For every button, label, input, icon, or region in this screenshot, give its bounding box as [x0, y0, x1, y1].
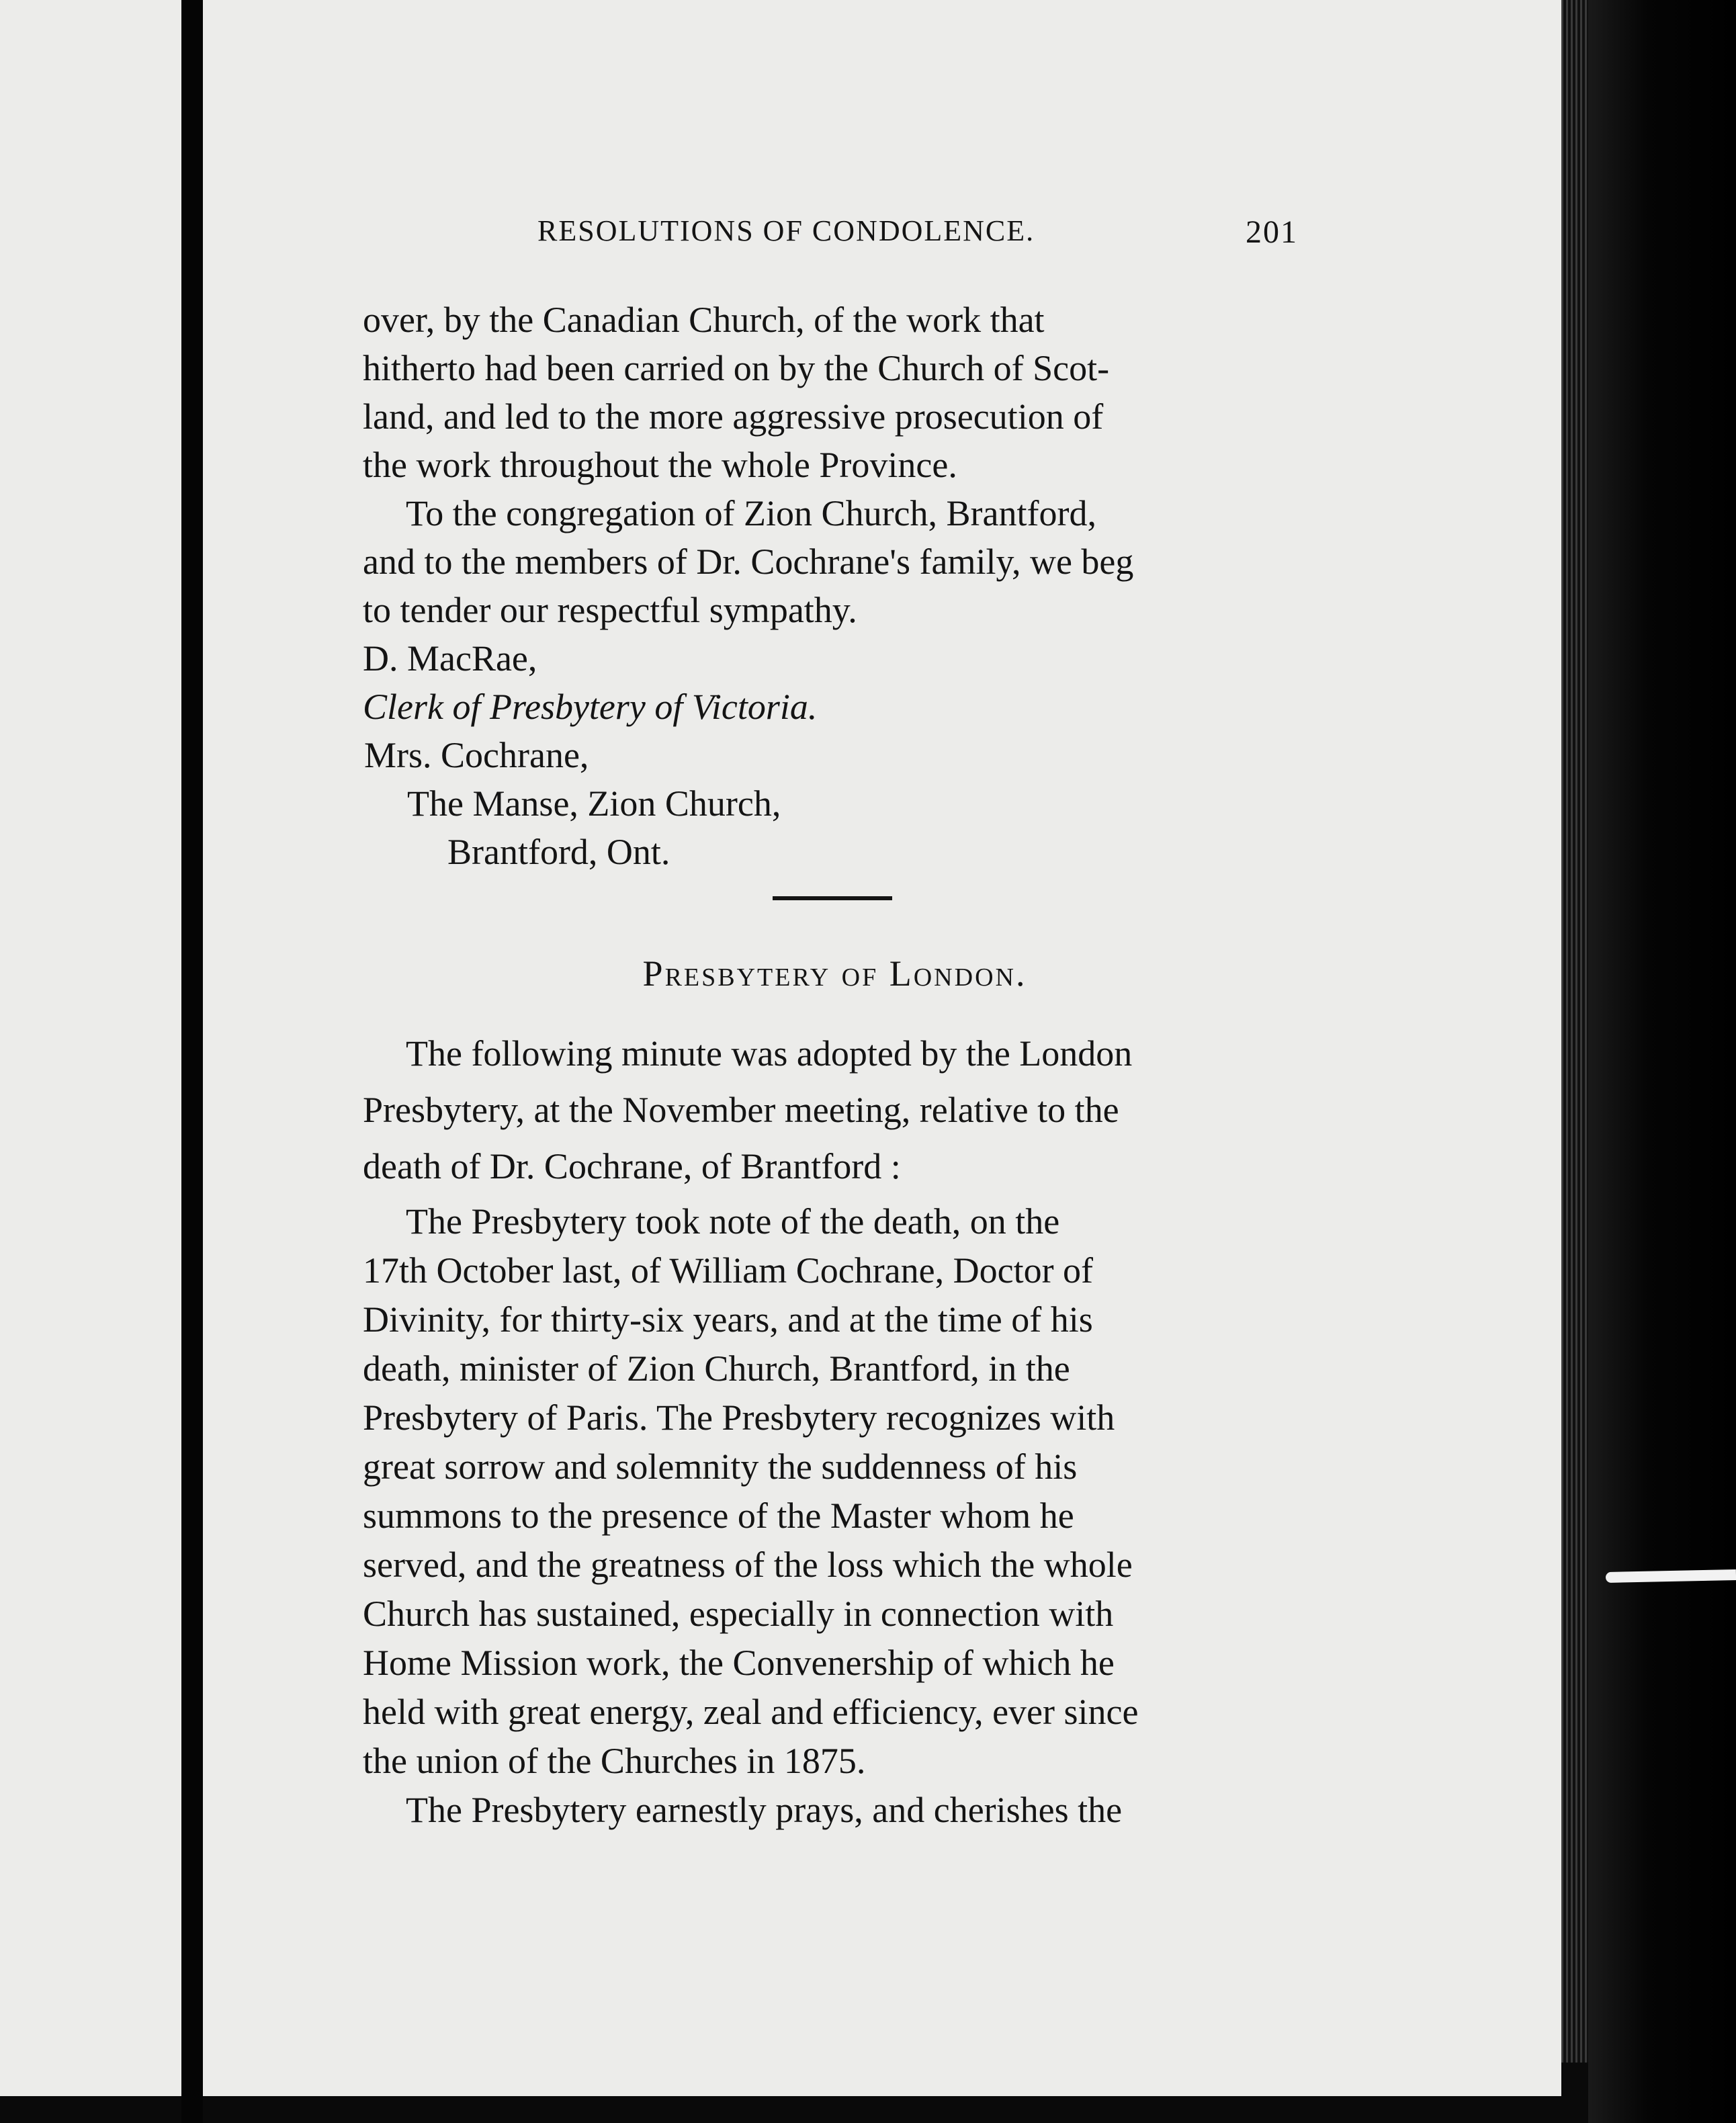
text-line: the union of the Churches in 1875.	[363, 1741, 866, 1781]
text-line: served, and the greatness of the loss which the whole	[363, 1545, 1133, 1585]
section-heading: Presbytery of London.	[642, 953, 1027, 994]
text-line: great sorrow and solemnity the suddenness of his	[363, 1446, 1078, 1487]
text-line: the work throughout the whole Province.	[363, 445, 957, 485]
text-line: To the congregation of Zion Church, Brantford,	[406, 493, 1096, 533]
text-line: hitherto had been carried on by the Church of Scot-	[363, 348, 1110, 388]
intro-paragraph	[363, 1025, 1307, 1195]
text-line: summons to the presence of the Master whom he	[363, 1496, 1074, 1536]
text-line: The Presbytery took note of the death, on the	[406, 1201, 1060, 1242]
continued-resolution	[363, 296, 1307, 876]
text-line: The Presbytery earnestly prays, and cherishes the	[406, 1790, 1123, 1830]
text-line: Church has sustained, especially in connection with	[363, 1594, 1114, 1634]
signature-title: Clerk of Presbytery of Victoria.	[363, 687, 818, 727]
text-line: held with great energy, zeal and efficiency, ever since	[363, 1692, 1139, 1732]
text-line: Presbytery, at the November meeting, relative to the	[363, 1090, 1119, 1130]
book-gutter	[181, 0, 203, 2123]
text-line: and to the members of Dr. Cochrane's family, we beg	[363, 541, 1134, 582]
text-line: death, minister of Zion Church, Brantford, in the	[363, 1348, 1070, 1389]
page-edges	[1561, 0, 1588, 2063]
minute-paragraph	[363, 1197, 1307, 1835]
text-line: land, and led to the more aggressive prosecution of	[363, 396, 1104, 437]
text-line: death of Dr. Cochrane, of Brantford :	[363, 1146, 901, 1186]
address-line: The Manse, Zion Church,	[407, 783, 781, 824]
signature-name: D. MacRae,	[363, 638, 537, 679]
text-line: Presbytery of Paris. The Presbytery recognizes with	[363, 1397, 1115, 1438]
book-cover-edge	[1588, 0, 1736, 2123]
text-line: The following minute was adopted by the London	[406, 1033, 1133, 1074]
text-line: Divinity, for thirty-six years, and at the time of his	[363, 1299, 1093, 1340]
section-divider	[773, 896, 892, 900]
text-line: 17th October last, of William Cochrane, Doctor of	[363, 1250, 1094, 1291]
address-line: Brantford, Ont.	[447, 832, 670, 872]
page-number: 201	[1246, 214, 1298, 250]
address-line: Mrs. Cochrane,	[364, 735, 589, 775]
text-line: to tender our respectful sympathy.	[363, 590, 857, 630]
running-title: RESOLUTIONS OF CONDOLENCE.	[537, 214, 1035, 247]
text-line: over, by the Canadian Church, of the work that	[363, 300, 1045, 340]
text-line: Home Mission work, the Convenership of which he	[363, 1643, 1115, 1683]
facing-page	[0, 0, 181, 2096]
